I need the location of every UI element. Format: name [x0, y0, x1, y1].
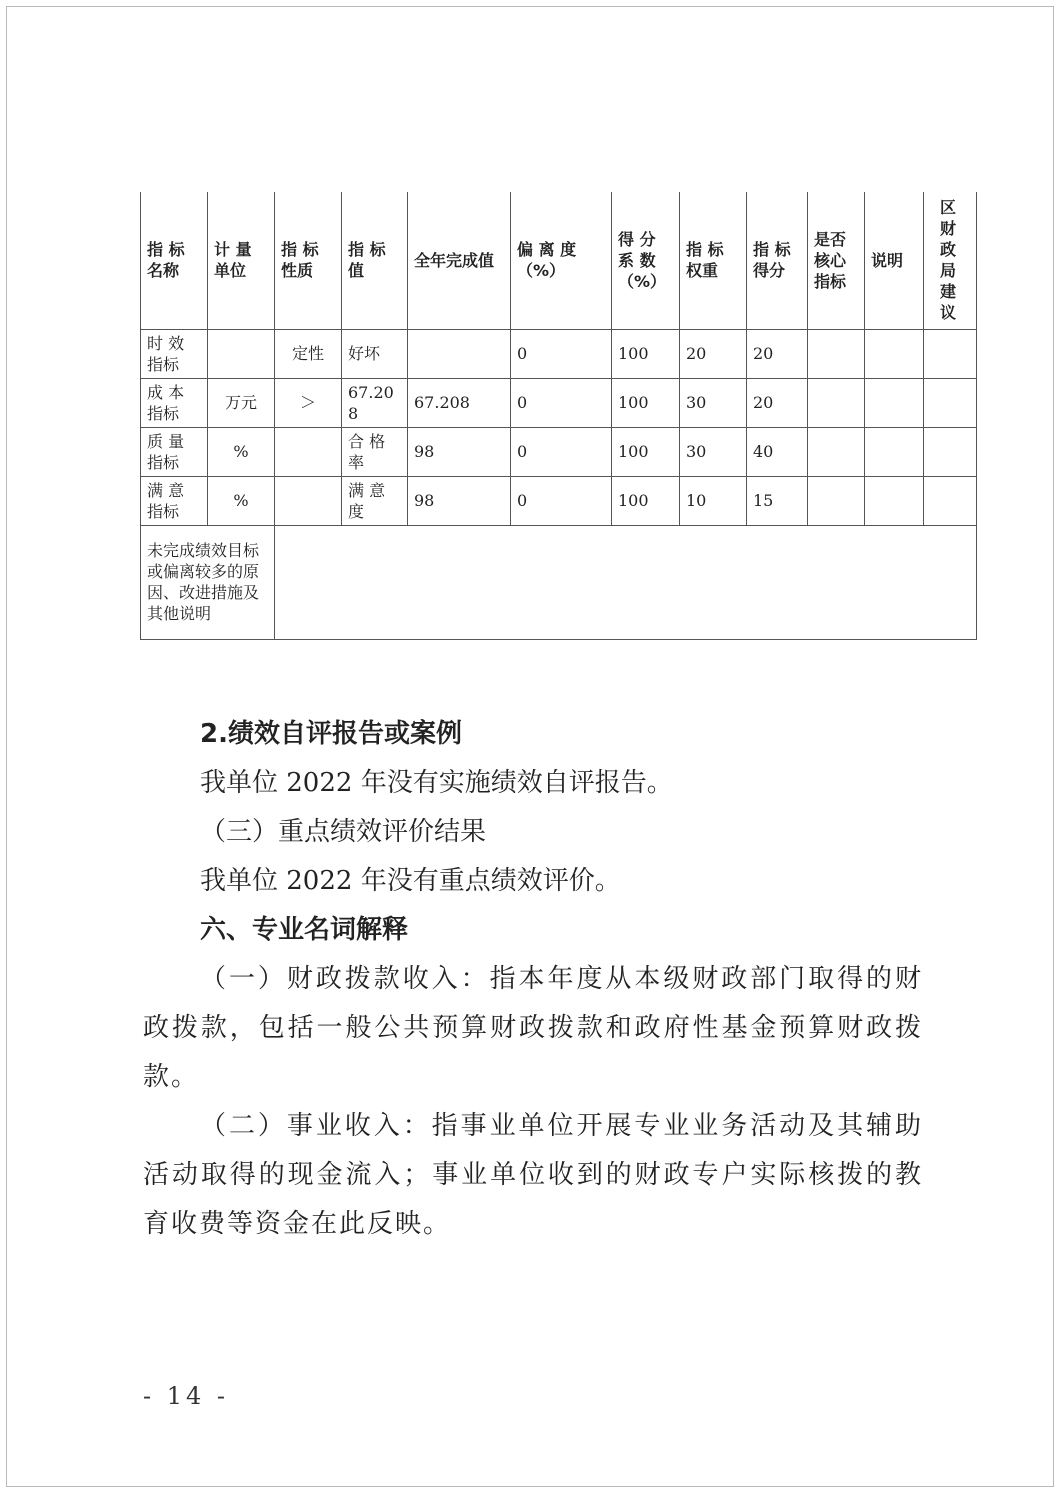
header-cell: 是否 核心 指标: [808, 192, 865, 329]
table-cell: [924, 427, 977, 476]
header-cell: 指 标 权重: [680, 192, 747, 329]
table-cell: 10: [680, 476, 747, 525]
section-heading: 2.绩效自评报告或案例: [200, 719, 462, 749]
table-cell: [924, 476, 977, 525]
note-value-cell: [275, 525, 977, 639]
header-cell: 偏 离 度 （%）: [511, 192, 612, 329]
header-cell: 指 标 名称: [141, 192, 208, 329]
header-cell: 指 标 得分: [747, 192, 808, 329]
table-cell: 万元: [208, 378, 275, 427]
table-cell: 100: [612, 378, 680, 427]
header-cell: 区财政局建议: [924, 192, 977, 329]
table-cell: 质 量 指标: [141, 427, 208, 476]
table-cell: [865, 476, 924, 525]
table-cell: ＞: [275, 378, 342, 427]
paragraph: （二）事业收入：指事业单位开展专业业务活动及其辅助活动取得的现金流入；事业单位收到的财政专户实际核拨的教育收费等资金在此反映。: [143, 1111, 923, 1239]
table-cell: 合 格 率: [342, 427, 408, 476]
table-cell: 20: [747, 378, 808, 427]
header-cell: 说明: [865, 192, 924, 329]
table-cell: %: [208, 427, 275, 476]
table-cell: 30: [680, 378, 747, 427]
table-cell: 成 本 指标: [141, 378, 208, 427]
paragraph: （一）财政拨款收入：指本年度从本级财政部门取得的财政拨款，包括一般公共预算财政拨款和政府性基金预算财政拨款。: [143, 964, 923, 1092]
table-cell: 98: [408, 476, 511, 525]
table-cell: 15: [747, 476, 808, 525]
paragraph: 我单位 2022 年没有实施绩效自评报告。: [200, 768, 673, 798]
table-cell: 0: [511, 476, 612, 525]
table-cell: 67.208: [408, 378, 511, 427]
table-cell: %: [208, 476, 275, 525]
table-cell: 0: [511, 329, 612, 378]
header-cell: 全年完成值: [408, 192, 511, 329]
header-cell: 指 标 性质: [275, 192, 342, 329]
table-cell: [275, 427, 342, 476]
table-cell: 100: [612, 329, 680, 378]
header-cell: 计 量 单位: [208, 192, 275, 329]
table-cell: 20: [680, 329, 747, 378]
table-cell: [808, 329, 865, 378]
table-cell: 0: [511, 378, 612, 427]
table-cell: 时 效 指标: [141, 329, 208, 378]
table-cell: [865, 427, 924, 476]
table-cell: [865, 378, 924, 427]
body-section: [143, 710, 923, 1249]
table-cell: 98: [408, 427, 511, 476]
table-cell: [924, 378, 977, 427]
table-row: [141, 329, 977, 378]
table-cell: 0: [511, 427, 612, 476]
table-cell: [808, 378, 865, 427]
table-cell: 67.208: [342, 378, 408, 427]
note-label-cell: 未完成绩效目标或偏离较多的原因、改进措施及其他说明: [141, 525, 275, 639]
table-cell: 100: [612, 427, 680, 476]
table-cell: [808, 427, 865, 476]
performance-indicator-table: [140, 192, 977, 640]
table-cell: [808, 476, 865, 525]
table-cell: [208, 329, 275, 378]
table-cell: [408, 329, 511, 378]
table-cell: 好坏: [342, 329, 408, 378]
table-note-row: [141, 525, 977, 639]
table-row: [141, 378, 977, 427]
table-cell: 40: [747, 427, 808, 476]
section-heading: 六、专业名词解释: [200, 915, 409, 945]
table-cell: 满 意 指标: [141, 476, 208, 525]
header-cell: 得 分 系 数 （%）: [612, 192, 680, 329]
table-cell: 20: [747, 329, 808, 378]
table-header-row: [141, 192, 977, 329]
table-cell: 满 意 度: [342, 476, 408, 525]
table-cell: 30: [680, 427, 747, 476]
paragraph: 我单位 2022 年没有重点绩效评价。: [200, 866, 621, 896]
page-number: - 14 -: [143, 1382, 230, 1410]
table-row: [141, 427, 977, 476]
table-cell: 100: [612, 476, 680, 525]
table-row: [141, 476, 977, 525]
table-cell: 定性: [275, 329, 342, 378]
header-cell: 指 标 值: [342, 192, 408, 329]
table-cell: [924, 329, 977, 378]
table-cell: [275, 476, 342, 525]
table-cell: [865, 329, 924, 378]
section-heading: （三）重点绩效评价结果: [200, 817, 487, 847]
